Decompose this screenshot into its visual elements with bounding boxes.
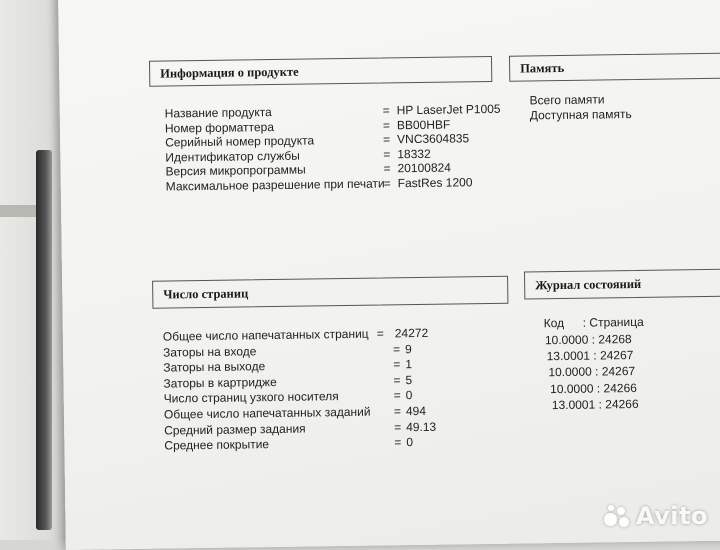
page-count-row bbox=[164, 434, 514, 453]
avito-logo-icon bbox=[604, 505, 630, 527]
status-log-title: Журнал состояний bbox=[535, 276, 642, 292]
product-info-title: Информация о продукте bbox=[160, 64, 299, 81]
product-info-label: Идентификатор службы bbox=[165, 148, 300, 165]
product-info-value: FastRes 1200 bbox=[397, 175, 473, 191]
memory-header bbox=[509, 53, 720, 82]
page-count-title: Число страниц bbox=[163, 285, 249, 302]
printer-edge bbox=[36, 150, 52, 530]
status-log-header bbox=[524, 269, 720, 300]
equals-sign: = bbox=[393, 357, 401, 372]
page-count-label: Заторы в картридже bbox=[163, 374, 277, 391]
product-info-label: Название продукта bbox=[164, 105, 272, 121]
product-info-label: Номер форматтера bbox=[164, 119, 275, 136]
avito-wordmark: Avito bbox=[635, 502, 708, 530]
product-info-value: 18332 bbox=[397, 146, 431, 162]
page-count-label: Заторы на выходе bbox=[163, 359, 266, 375]
equals-sign: = bbox=[394, 419, 402, 434]
page-count-value: 0 bbox=[406, 435, 414, 450]
product-info-value: VNC3604835 bbox=[397, 131, 470, 147]
page-count-label: Средний размер задания bbox=[164, 421, 306, 438]
product-info-value: 20100824 bbox=[397, 160, 452, 176]
product-info-value: HP LaserJet P1005 bbox=[396, 101, 501, 118]
status-log-entry: 10.0000 : 24266 bbox=[550, 380, 637, 396]
status-log-col-page: : Страница bbox=[582, 314, 644, 330]
equals-sign: = bbox=[382, 103, 390, 118]
equals-sign: = bbox=[382, 117, 391, 133]
equals-sign: = bbox=[393, 404, 402, 419]
status-log-entry: 13.0001 : 24266 bbox=[551, 396, 639, 412]
page-count-value: 24272 bbox=[394, 325, 429, 341]
status-log-entry: 13.0001 : 24267 bbox=[546, 348, 634, 364]
equals-sign: = bbox=[383, 132, 391, 147]
product-info-label: Серийный номер продукта bbox=[165, 133, 315, 150]
page-count-header bbox=[152, 276, 508, 309]
printed-page bbox=[58, 0, 720, 550]
equals-sign: = bbox=[394, 435, 402, 450]
equals-sign: = bbox=[393, 388, 401, 403]
equals-sign: = bbox=[392, 341, 401, 356]
equals-sign: = bbox=[383, 176, 391, 191]
memory-row: Доступная память bbox=[529, 107, 632, 123]
avito-watermark bbox=[604, 502, 708, 530]
status-log-entry: 10.0000 : 24267 bbox=[548, 364, 636, 380]
page-count-label: Заторы на входе bbox=[162, 343, 257, 360]
page-count-label: Среднее покрытие bbox=[164, 437, 270, 453]
status-log-col-code: Код bbox=[543, 315, 565, 331]
page-count-value: 0 bbox=[405, 388, 413, 403]
memory-row: Всего памяти bbox=[529, 92, 605, 108]
product-info-label: Версия микропрограммы bbox=[165, 162, 306, 179]
status-log-entry: 10.0000 : 24268 bbox=[544, 332, 632, 348]
equals-sign: = bbox=[376, 326, 384, 341]
page-count-value: 494 bbox=[405, 403, 427, 419]
page-count-label: Общее число напечатанных заданий bbox=[163, 404, 371, 422]
product-info-value: BB00HBF bbox=[396, 117, 451, 132]
equals-sign: = bbox=[383, 161, 391, 176]
page-count-label: Число страниц узкого носителя bbox=[163, 389, 339, 406]
product-info-label: Максимальное разрешение при печати bbox=[165, 176, 385, 194]
equals-sign: = bbox=[393, 373, 401, 388]
page-count-value: 9 bbox=[404, 341, 412, 356]
page-count-value: 5 bbox=[405, 372, 413, 387]
equals-sign: = bbox=[383, 147, 391, 162]
page-count-value: 1 bbox=[405, 357, 413, 372]
product-info-header bbox=[149, 56, 492, 87]
page-count-label: Общее число напечатанных страниц bbox=[162, 326, 369, 344]
page-count-value: 49.13 bbox=[406, 419, 437, 434]
memory-title: Память bbox=[520, 60, 565, 76]
